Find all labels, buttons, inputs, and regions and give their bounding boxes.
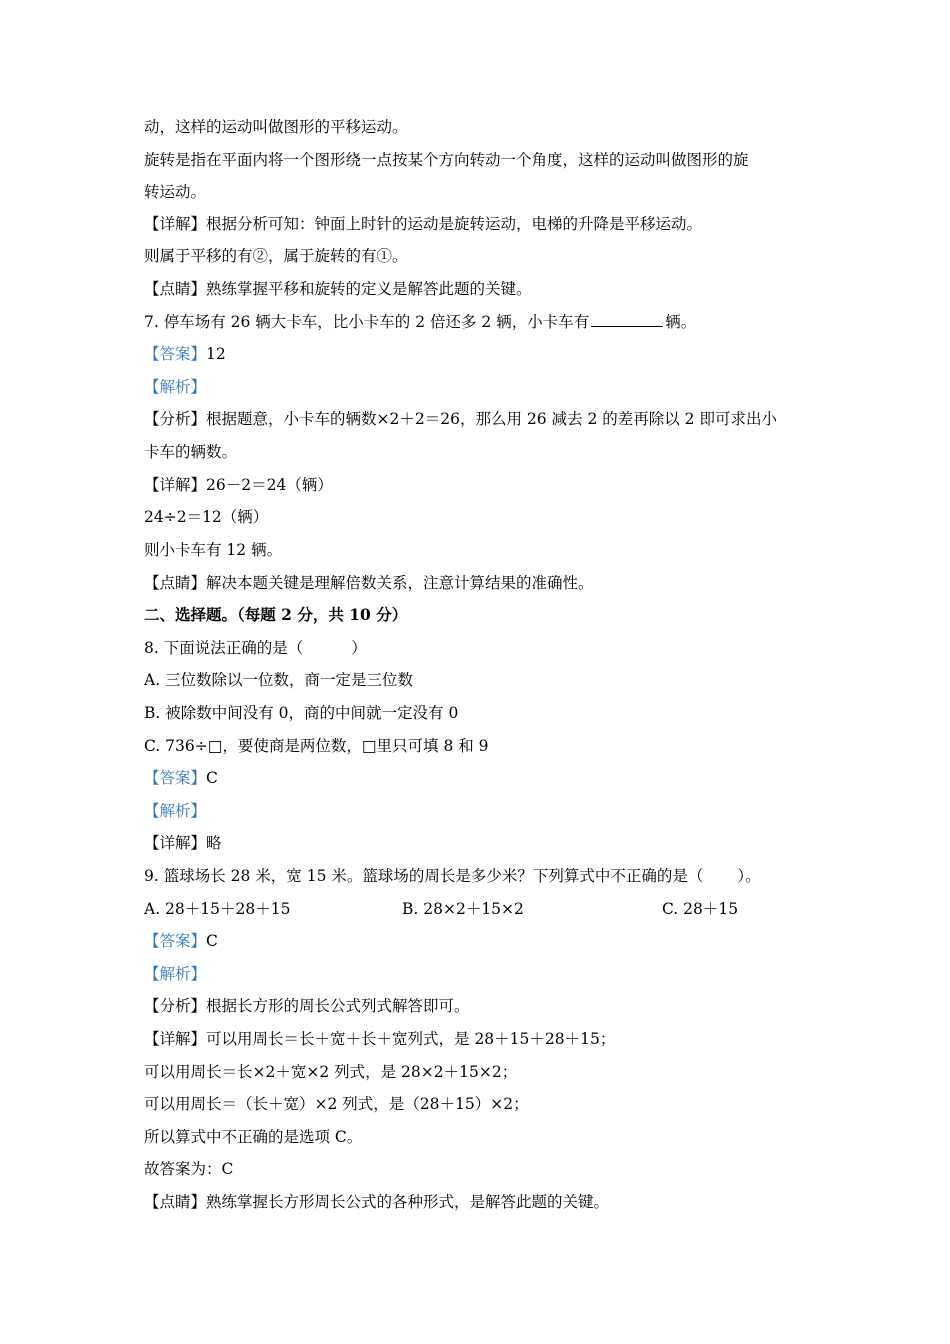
detail-line: 【详解】略 [144,834,222,852]
answer-line: 【答案】C [144,769,218,787]
question-7: 7. 停车场有 26 辆大卡车，比小卡车的 2 倍还多 2 辆，小卡车有 辆。 [144,313,697,331]
option-b: B. 被除数中间没有 0，商的中间就一定没有 0 [144,704,459,722]
tip-line: 【点睛】熟练掌握长方形周长公式的各种形式，是解答此题的关键。 [144,1193,610,1211]
text-line: 所以算式中不正确的是选项 C。 [144,1128,363,1146]
detail-line: 【详解】26－2＝24（辆） [144,476,333,494]
analysis-heading: 【解析】 [144,965,207,983]
option-a: A. 28＋15＋28＋15 [144,900,291,918]
answer-tag: 【答案】 [144,769,207,787]
text-line: 24÷2＝12（辆） [144,508,269,526]
option-a: A. 三位数除以一位数，商一定是三位数 [144,671,414,689]
answer-line: 【答案】12 [144,345,226,363]
answer-tag: 【答案】 [144,345,207,363]
tip-tag: 【点睛】 [144,1193,207,1211]
text-line: 转运动。 [144,183,207,201]
tip-line: 【点睛】熟练掌握平移和旋转的定义是解答此题的关键。 [144,280,532,298]
detail-tag: 【详解】 [144,476,207,494]
tip-line: 【点睛】解决本题关键是理解倍数关系，注意计算结果的准确性。 [144,574,594,592]
detail-tag: 【详解】 [144,215,207,233]
option-b: B. 28×2＋15×2 [402,900,524,918]
text-line: 可以用周长＝（长＋宽）×2 列式，是（28＋15）×2； [144,1095,529,1113]
answer-blank [591,312,663,327]
detail-line: 【详解】可以用周长＝长＋宽＋长＋宽列式，是 28＋15＋28＋15； [144,1030,616,1048]
text-line: 卡车的辆数。 [144,443,238,461]
detail-tag: 【详解】 [144,1030,207,1048]
detail-line: 【详解】根据分析可知：钟面上时针的运动是旋转运动，电梯的升降是平移运动。 [144,215,703,233]
option-c: C. 28＋15 [662,900,739,918]
answer-line: 【答案】C [144,932,218,950]
analysis-tag: 【分析】 [144,997,207,1015]
text-line: 旋转是指在平面内将一个图形绕一点按某个方向转动一个角度，这样的运动叫做图形的旋 [144,151,749,169]
text-line: 则属于平移的有②，属于旋转的有①。 [144,247,408,265]
text-line: 故答案为：C [144,1160,234,1178]
question-8: 8. 下面说法正确的是（ ） [144,639,367,657]
question-9: 9. 篮球场长 28 米，宽 15 米。篮球场的周长是多少米？下列算式中不正确的是（ ）。 [144,867,761,885]
text-line: 可以用周长＝长×2＋宽×2 列式，是 28×2＋15×2； [144,1063,518,1081]
text-line: 动，这样的运动叫做图形的平移运动。 [144,118,408,136]
analysis-line: 【分析】根据题意，小卡车的辆数×2＋2＝26，那么用 26 减去 2 的差再除以 2 即可求出小 [144,410,777,428]
detail-tag: 【详解】 [144,834,207,852]
analysis-heading: 【解析】 [144,802,207,820]
analysis-line: 【分析】根据长方形的周长公式列式解答即可。 [144,997,470,1015]
text-line: 则小卡车有 12 辆。 [144,541,283,559]
option-c: C. 736÷□，要使商是两位数，□里只可填 8 和 9 [144,737,489,755]
section-heading: 二、选择题。（每题 2 分，共 10 分） [144,605,408,624]
answer-tag: 【答案】 [144,932,207,950]
tip-tag: 【点睛】 [144,280,207,298]
question-9-options [144,898,794,920]
analysis-tag: 【分析】 [144,410,207,428]
analysis-heading: 【解析】 [144,378,207,396]
tip-tag: 【点睛】 [144,574,207,592]
